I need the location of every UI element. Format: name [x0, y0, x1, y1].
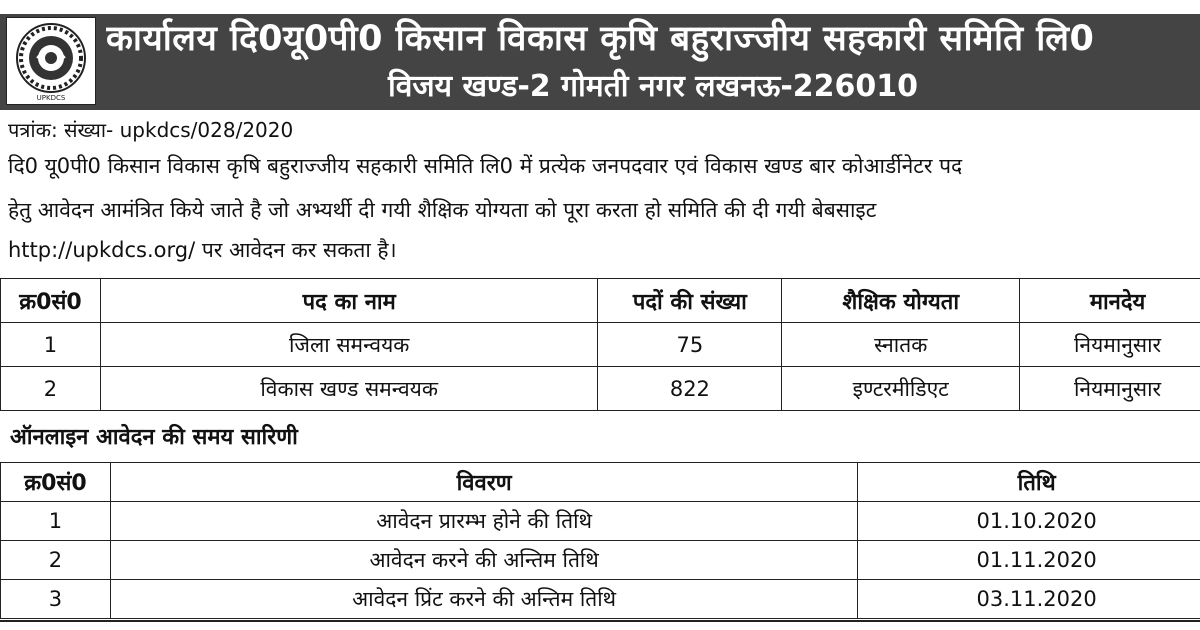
cell-post-count: 822: [598, 367, 782, 411]
reference-number: पत्रांक: संख्या- upkdcs/028/2020: [8, 118, 294, 142]
table-row: [1, 541, 1200, 580]
cell-serial: 3: [1, 580, 111, 619]
table-header-row: [1, 279, 1200, 323]
cell-post-name: विकास खण्ड समन्वयक: [100, 367, 598, 411]
header-qualification: शैक्षिक योग्यता: [782, 279, 1020, 323]
cell-post-count: 75: [598, 323, 782, 367]
cell-post-name: जिला समन्वयक: [100, 323, 598, 367]
cell-serial: 1: [1, 323, 101, 367]
header-serial: क्र0सं0: [1, 279, 101, 323]
cell-description: आवेदन प्रारम्भ होने की तिथि: [110, 502, 857, 541]
cell-honorarium: नियमानुसार: [1020, 367, 1200, 411]
cell-serial: 1: [1, 502, 111, 541]
table-row: [1, 580, 1200, 619]
office-address: विजय खण्ड-2 गोमती नगर लखनऊ-226010: [387, 69, 919, 104]
notice-line-2: हेतु आवेदन आमंत्रित किये जाते है जो अभ्यर्थी दी गयी शैक्षिक योग्यता को पूरा करता हो समिति की दी गयी बेबसाइट: [8, 198, 877, 222]
header-date: तिथि: [858, 463, 1200, 502]
emblem-icon: [7, 18, 95, 104]
table-row: [1, 502, 1200, 541]
cell-description: आवेदन करने की अन्तिम तिथि: [110, 541, 857, 580]
table-row: [1, 367, 1200, 411]
header-honorarium: मानदेय: [1020, 279, 1200, 323]
header-post-count: पदों की संख्या: [598, 279, 782, 323]
cell-qualification: इण्टरमीडिएट: [782, 367, 1020, 411]
office-title: कार्यालय दि0यू0पी0 किसान विकास कृषि बहुराज्जीय सहकारी समिति लि0: [106, 19, 1095, 59]
cell-serial: 2: [1, 367, 101, 411]
cell-description: आवेदन प्रिंट करने की अन्तिम तिथि: [110, 580, 857, 619]
schedule-table: [0, 462, 1200, 619]
header-serial: क्र0सं0: [1, 463, 111, 502]
posts-table: [0, 278, 1200, 411]
emblem-logo: [6, 17, 96, 105]
table-header-row: [1, 463, 1200, 502]
cell-qualification: स्नातक: [782, 323, 1020, 367]
logo-text: UPKDCS: [36, 94, 66, 102]
cell-honorarium: नियमानुसार: [1020, 323, 1200, 367]
table-row: [1, 323, 1200, 367]
header-post-name: पद का नाम: [100, 279, 598, 323]
schedule-heading: ऑनलाइन आवेदन की समय सारिणी: [10, 425, 298, 450]
cell-serial: 2: [1, 541, 111, 580]
cell-date: 01.10.2020: [858, 502, 1200, 541]
cell-date: 03.11.2020: [858, 580, 1200, 619]
bottom-divider: [0, 620, 1200, 622]
cell-date: 01.11.2020: [858, 541, 1200, 580]
notice-line-1: दि0 यू0पी0 किसान विकास कृषि बहुराज्जीय सहकारी समिति लि0 में प्रत्येक जनपदवार एवं विकास खण्ड बार कोआर्डीनेटर पद: [8, 154, 963, 178]
header-description: विवरण: [110, 463, 857, 502]
notice-line-3: http://upkdcs.org/ पर आवेदन कर सकता है।: [8, 238, 397, 262]
